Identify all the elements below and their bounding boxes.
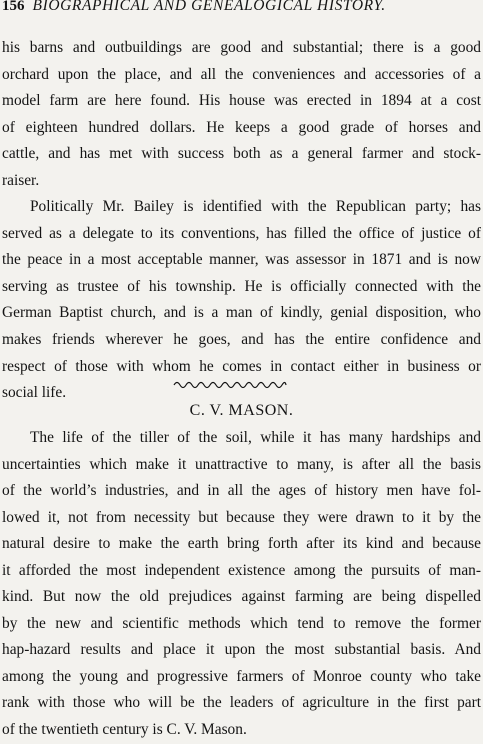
paragraph-1 bbox=[2, 35, 481, 194]
text-line: hap-hazard results and place it upon the most substantial basis. And bbox=[2, 641, 481, 659]
text-line: the peace in a most acceptable manner, was assessor in 1871 and is now bbox=[2, 251, 481, 269]
text-line: among the young and progressive farmers of Monroe county who take bbox=[2, 667, 481, 685]
wavy-rule-ornament bbox=[172, 379, 288, 391]
page-number: 156 bbox=[2, 0, 25, 14]
paragraph-2 bbox=[2, 194, 481, 406]
text-line: it afforded the most independent existence among the pursuits of man- bbox=[2, 561, 481, 579]
text-line: lowed it, not from necessity but because they were drawn to it by the bbox=[2, 508, 481, 526]
text-line: by the new and scientific methods which tend to remove the former bbox=[2, 614, 481, 632]
text-line: model farm are here found. His house was erected in 1894 at a cost bbox=[2, 92, 481, 110]
paragraph-3 bbox=[2, 425, 481, 744]
text-line: his barns and outbuildings are good and substantial; there is a good bbox=[2, 39, 481, 56]
text-line: of eighteen hundred dollars. He keeps a good grade of horses and bbox=[2, 118, 481, 136]
section-title: C. V. MASON. bbox=[189, 402, 294, 419]
text-line: orchard upon the place, and all the conveniences and accessories of a bbox=[2, 65, 481, 83]
text-line: makes friends wherever he goes, and has the entire confidence and bbox=[2, 331, 481, 349]
text-line: of the world’s industries, and in all the ages of history men have fol- bbox=[2, 482, 481, 500]
text-line: The life of the tiller of the soil, while it has many hardships and bbox=[30, 429, 481, 446]
page-header bbox=[2, 0, 483, 21]
text-block-upper bbox=[2, 35, 481, 407]
text-line: German Baptist church, and is a man of kindly, genial disposition, who bbox=[2, 304, 481, 322]
text-line: of the twentieth century is C. V. Mason. bbox=[2, 721, 247, 739]
text-line: cattle, and has met with success both as a general farmer and stock- bbox=[2, 145, 481, 163]
text-line: serving as trustee of his township. He is officially connected with the bbox=[2, 277, 481, 295]
text-line: rank with those who will be the leaders of agriculture in the first part bbox=[2, 694, 481, 712]
text-line: raiser. bbox=[2, 171, 40, 189]
text-line: social life. bbox=[2, 384, 67, 402]
running-title: BIOGRAPHICAL AND GENEALOGICAL HISTORY. bbox=[32, 0, 386, 14]
text-line: natural desire to make the earth bring forth after its kind and because bbox=[2, 535, 481, 553]
text-line: uncertainties which make it unattractive to many, is after all the basis bbox=[2, 455, 481, 473]
text-line: served as a delegate to its conventions, has filled the office of justice of bbox=[2, 224, 481, 242]
text-line: Politically Mr. Bailey is identified with the Republican party; has bbox=[30, 198, 481, 216]
text-line: respect of those with whom he comes in contact either in business or bbox=[2, 357, 481, 375]
text-line: kind. But now the old prejudices against farming are being dispelled bbox=[2, 588, 481, 606]
text-block-lower bbox=[2, 425, 481, 744]
